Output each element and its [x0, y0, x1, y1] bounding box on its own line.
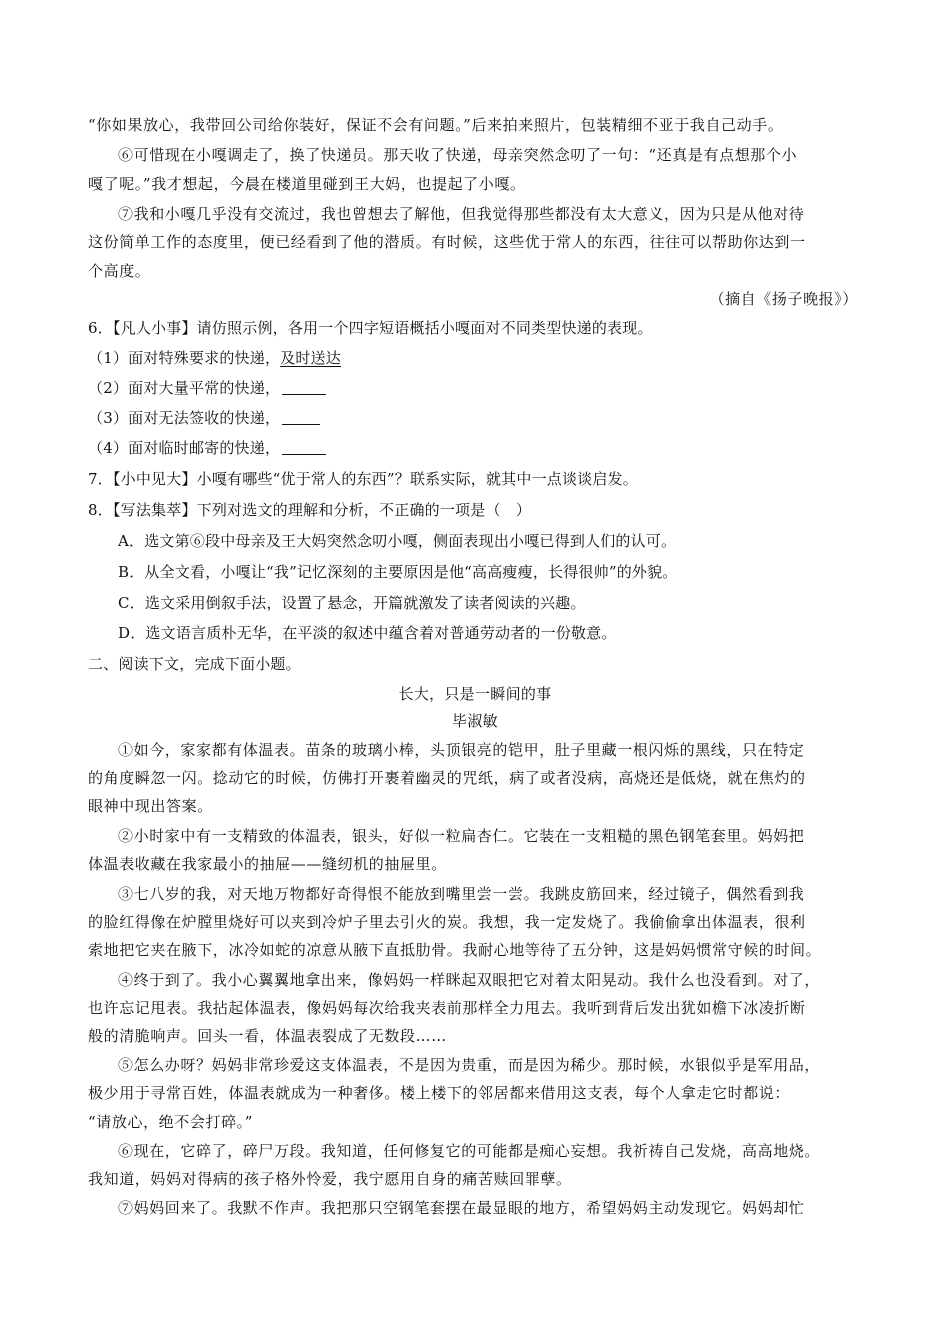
question-8-option-c[interactable]: C．选文采用倒叙手法，设置了悬念，开篇就激发了读者阅读的兴趣。	[118, 594, 586, 612]
article-p1-line3: 眼神中现出答案。	[88, 797, 213, 815]
question-6-item-1	[88, 348, 868, 368]
article-p1-line1: ①如今，家家都有体温表。苗条的玻璃小棒，头顶银亮的铠甲，肚子里藏一根闪烁的黑线，只在特定	[118, 741, 805, 759]
article-p2-line2: 体温表收藏在我家最小的抽屉——缝纫机的抽屉里。	[88, 855, 447, 873]
question-8-option-a[interactable]: A．选文第⑥段中母亲及王大妈突然念叨小嘎，侧面表现出小嘎已得到人们的认可。	[118, 532, 677, 550]
passage1-p7-line2: 这份简单工作的态度里，便已经看到了他的潜质。有时候，这些优于常人的东西，往往可以帮助你达到一	[88, 233, 806, 251]
article-p6-line1: ⑥现在，它碎了，碎尸万段。我知道，任何修复它的可能都是痴心妄想。我祈祷自己发烧，高高地烧。	[118, 1142, 821, 1160]
question-6-item-4	[88, 438, 868, 458]
article-p5-line1: ⑤怎么办呀？妈妈非常珍爱这支体温表，不是因为贵重，而是因为稀少。那时候，水银似乎是军用品，	[118, 1056, 821, 1074]
answer-blank[interactable]	[282, 440, 326, 455]
question-6-item-1-label: （1）面对特殊要求的快递，	[88, 349, 281, 367]
passage1-p6-line2: 嘎了呢。”我才想起，今晨在楼道里碰到王大妈，也提起了小嘎。	[88, 175, 526, 193]
article-p4-line3: 般的清脆响声。回头一看，体温表裂成了无数段……	[88, 1027, 447, 1045]
passage1-source: （摘自《扬子晚报》）	[709, 290, 858, 308]
article-p6-line2: 我知道，妈妈对得病的孩子格外怜爱，我宁愿用自身的痛苦赎回罪孽。	[88, 1170, 572, 1188]
article-p4-line2: 也许忘记甩表。我拈起体温表，像妈妈每次给我夹表前那样全力甩去。我听到背后发出犹如檐下冰凌折断	[88, 999, 806, 1017]
article-p5-line2: 极少用于寻常百姓，体温表就成为一种奢侈。楼上楼下的邻居都来借用这支表，每个人拿走它时都说：	[88, 1084, 791, 1102]
article-p2-line1: ②小时家中有一支精致的体温表，银头，好似一粒扁杏仁。它装在一支粗糙的黑色钢笔套里。妈妈把	[118, 827, 805, 845]
question-7-stem: 7．【小中见大】小嘎有哪些“优于常人的东西”？联系实际，就其中一点谈谈启发。	[88, 470, 638, 488]
answer-blank[interactable]	[282, 410, 320, 425]
article-p3-line1: ③七八岁的我，对天地万物都好奇得恨不能放到嘴里尝一尝。我跳皮筋回来，经过镜子，偶然看到我	[118, 885, 805, 903]
question-6-item-2	[88, 378, 868, 398]
question-6-stem: 6．【凡人小事】请仿照示例，各用一个四字短语概括小嘎面对不同类型快递的表现。	[88, 319, 653, 337]
question-8-option-d[interactable]: D．选文语言质朴无华，在平淡的叙述中蕴含着对普通劳动者的一份敬意。	[118, 624, 617, 642]
article-p3-line2: 的脸红得像在炉膛里烧好可以夹到冷炉子里去引火的炭。我想，我一定发烧了。我偷偷拿出体温表，很利	[88, 913, 806, 931]
question-6-item-3	[88, 408, 868, 428]
article-author: 毕淑敏	[452, 712, 498, 730]
passage1-p7-line1: ⑦我和小嘎几乎没有交流过，我也曾想去了解他，但我觉得那些都没有太大意义，因为只是从他对待	[118, 205, 805, 223]
passage1-p6-line1: ⑥可惜现在小嘎调走了，换了快递员。那天收了快递，母亲突然念叨了一句：“还真是有点想那个小	[118, 146, 798, 164]
question-8-option-b[interactable]: B．从全文看，小嘎让“我”记忆深刻的主要原因是他“高高瘦瘦，长得很帅”的外貌。	[118, 563, 678, 581]
article-p1-line2: 的角度瞬忽一闪。捻动它的时候，仿佛打开裹着幽灵的咒纸，病了或者没病，高烧还是低烧，就在焦灼的	[88, 769, 806, 787]
passage1-p5-tail: “你如果放心，我带回公司给你装好，保证不会有问题。”后来拍来照片，包装精细不亚于我自己动手。	[88, 116, 784, 134]
article-p7-line1: ⑦妈妈回来了。我默不作声。我把那只空钢笔套摆在最显眼的地方，希望妈妈主动发现它。妈妈却忙	[118, 1199, 805, 1217]
passage1-p7-line3: 个高度。	[88, 262, 151, 280]
question-6-item-1-answer: 及时送达	[280, 349, 341, 367]
question-6-item-2-label: （2）面对大量平常的快递，	[88, 379, 281, 397]
article-title: 长大，只是一瞬间的事	[398, 685, 552, 703]
article-p3-line3: 索地把它夹在腋下，冰冷如蛇的凉意从腋下直抵肋骨。我耐心地等待了五分钟，这是妈妈惯常守候的时间。	[88, 941, 822, 959]
article-p5-line3: “请放心，绝不会打碎。”	[88, 1113, 254, 1131]
article-p4-line1: ④终于到了。我小心翼翼地拿出来，像妈妈一样眯起双眼把它对着太阳晃动。我什么也没看到。对了，	[118, 971, 821, 989]
question-6-item-4-label: （4）面对临时邮寄的快递，	[88, 439, 281, 457]
answer-blank[interactable]	[282, 380, 326, 395]
question-6-item-3-label: （3）面对无法签收的快递，	[88, 409, 281, 427]
question-8-stem: 8．【写法集萃】下列对选文的理解和分析，不正确的一项是（ ）	[88, 501, 532, 519]
section-2-heading: 二、阅读下文，完成下面小题。	[88, 655, 301, 673]
